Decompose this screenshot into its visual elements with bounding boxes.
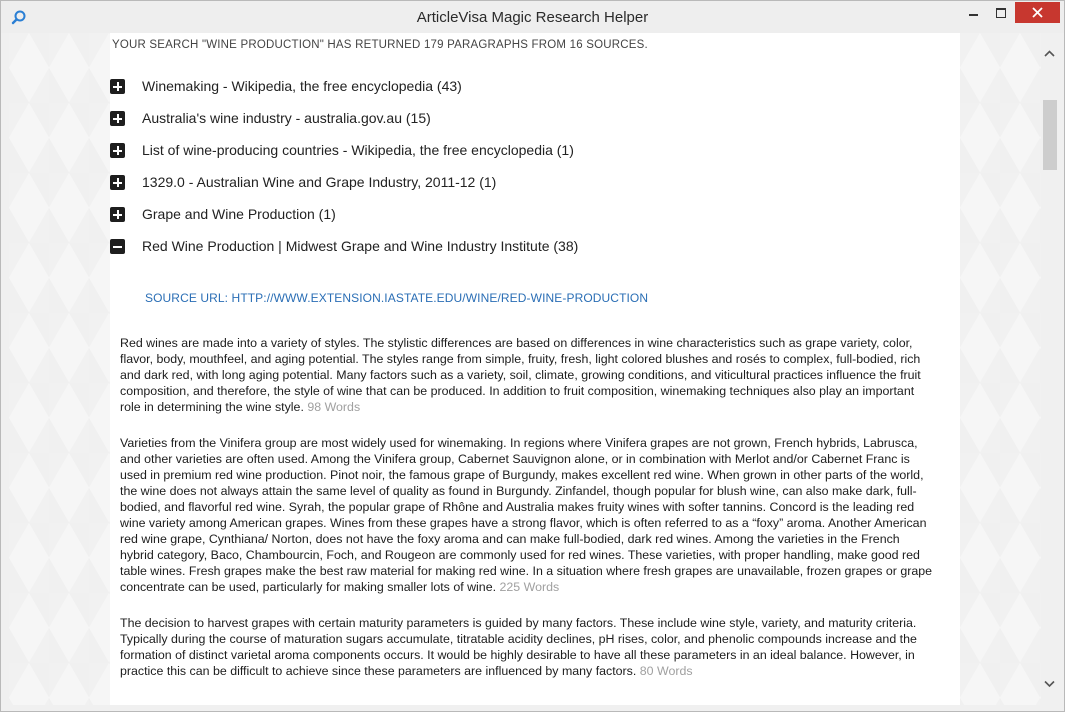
plus-icon[interactable] [110,79,125,94]
window-title: ArticleVisa Magic Research Helper [416,9,649,26]
paragraph[interactable] [120,435,935,595]
paragraph-text: Varieties from the Vinifera group are most widely used for winemaking. In regions where Vinifera grapes are not grown, French hybrids, Labrusca, and other varieties are often used. Among the Vinifera group, Cabernet Sauvignon alone, or in combination with Merlot and/or Cabernet Franc is used in premium red wine production. Pinot noir, the famous grape of Burgundy, makes excellent red wine. When grown in other parts of the world, the wine does not always attain the same level of quality as found in Burgundy. Zinfandel, though popular for blush wine, can also make dark, full-bodied, and flavorful red wine. Syrah, the popular grape of Rhône and Australia makes fruity wines with softer tannins. Concord is the leading red wine variety among American grapes. Wines from these grapes have a strong flavor, which is often referred to as a “foxy” aroma. Another American red wine grape, Cynthiana/ Norton, does not have the foxy aroma and can make full-bodied, dark red wines. Among the varieties in the French hybrid category, Baco, Chambourcin, Foch, and Rougeon are commonly used for red wines. These varieties, with proper handling, make good red table wines. Fresh grapes make the best raw material for making red wine. In a situation where fresh grapes are unavailable, frozen grapes or grape concentrate can be used, particularly for making smaller lots of wine. [120,436,933,594]
plus-icon[interactable] [110,111,125,126]
source-item[interactable] [110,75,950,107]
vertical-scrollbar[interactable] [1041,33,1058,705]
source-item[interactable] [110,171,950,203]
scroll-down-button[interactable] [1041,675,1058,692]
maximize-button[interactable] [986,2,1016,24]
plus-icon[interactable] [110,175,125,190]
close-button[interactable] [1015,2,1060,23]
source-label[interactable]: Winemaking - Wikipedia, the free encyclopedia (43) [142,78,462,94]
paragraph[interactable] [120,335,935,415]
minus-icon[interactable] [110,239,125,254]
source-label[interactable]: Red Wine Production | Midwest Grape and Wine Industry Institute (38) [142,238,579,254]
source-item[interactable] [110,203,950,235]
paragraph-list [120,335,935,699]
chevron-down-icon [1041,675,1058,692]
background-pattern-right [960,33,1041,705]
plus-icon[interactable] [110,207,125,222]
paragraph-text: Red wines are made into a variety of styles. The stylistic differences are based on differences in wine characteristics such as grape variety, color, flavor, body, mouthfeel, and aging potential. The styles range from simple, fruity, fresh, light colored blushes and rosés to complex, full-bodied, rich and dark red, with long aging potential. Many factors such as a variety, soil, climate, growing conditions, and viticultural practices influence the fruit composition, and therefore, the style of wine that can be produced. In addition to fruit composition, winemaking techniques also play an important role in determining the wine style. [120,336,921,414]
word-count: 80 Words [639,664,693,678]
source-item[interactable] [110,139,950,171]
source-url-link[interactable]: SOURCE URL: HTTP://WWW.EXTENSION.IASTATE.EDU/WINE/RED-WINE-PRODUCTION [145,291,649,305]
plus-icon[interactable] [110,143,125,158]
scroll-thumb[interactable] [1043,100,1057,170]
source-list [110,75,950,267]
search-summary: YOUR SEARCH "WINE PRODUCTION" HAS RETURNED 179 PARAGRAPHS FROM 16 SOURCES. [112,39,648,51]
word-count: 98 Words [307,400,361,414]
minimize-button[interactable] [958,2,988,24]
source-label[interactable]: Australia's wine industry - australia.gov.au (15) [142,110,431,126]
source-item[interactable] [110,107,950,139]
source-label[interactable]: List of wine-producing countries - Wikipedia, the free encyclopedia (1) [142,142,574,158]
background-pattern-left [9,33,110,705]
scroll-up-button[interactable] [1041,45,1058,62]
chevron-up-icon [1041,45,1058,62]
paragraph[interactable] [120,615,935,679]
word-count: 225 Words [499,580,560,594]
paragraph-text: The decision to harvest grapes with certain maturity parameters is guided by many factors. These include wine style, variety, and maturity criteria. Typically during the course of maturation sugars accumulate, titratable acidity declines, pH rises, color, and phenolic compounds increase and the formation of distinct varietal aroma components occurs. It would be highly desirable to have all these parameters in an ideal balance. However, in practice this can be difficult to achieve since these parameters are influenced by many factors. [120,616,917,678]
results-panel [110,33,960,705]
source-label[interactable]: 1329.0 - Australian Wine and Grape Industry, 2011-12 (1) [142,174,497,190]
title-bar[interactable] [1,1,1064,33]
source-label[interactable]: Grape and Wine Production (1) [142,206,336,222]
source-item-expanded[interactable] [110,235,950,267]
close-icon [1032,7,1043,18]
content-area [9,33,1041,705]
